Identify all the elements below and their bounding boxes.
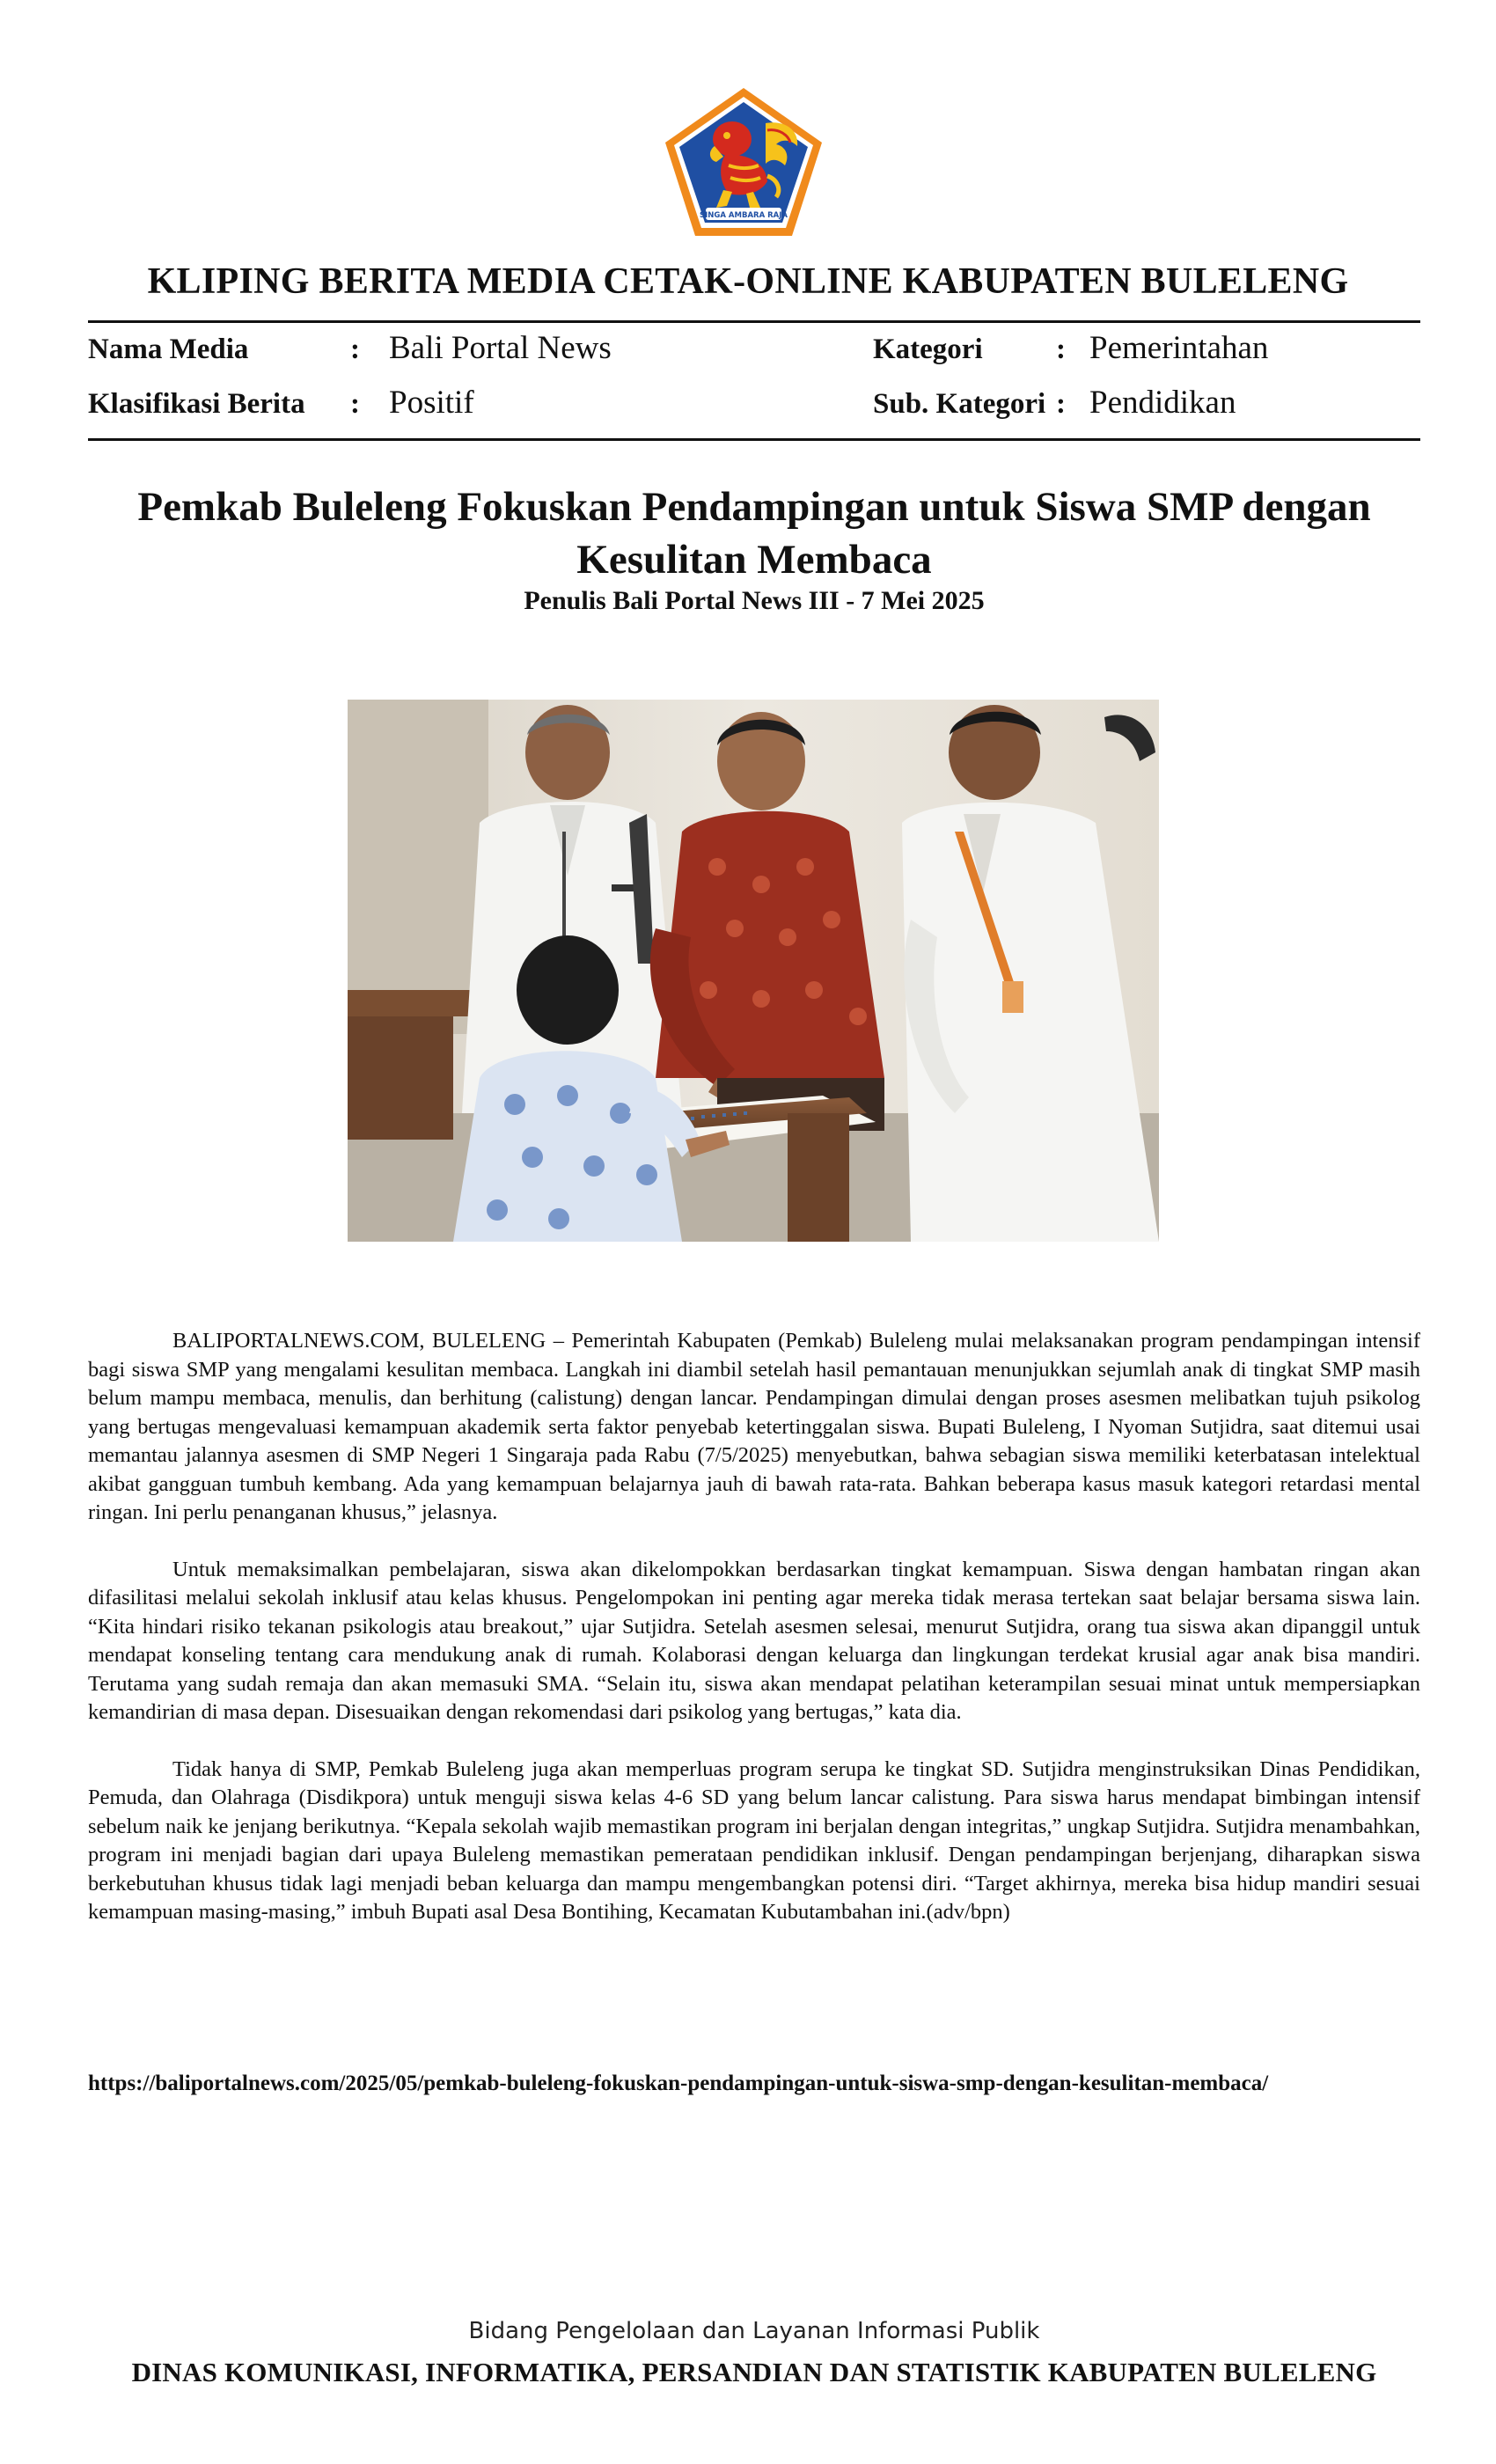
subcategory-separator: : xyxy=(1056,388,1066,420)
category-label: Kategori xyxy=(873,334,983,365)
article-byline: Penulis Bali Portal News III - 7 Mei 2025 xyxy=(524,586,985,615)
subcategory-value: Pendidikan xyxy=(1089,385,1236,421)
meta-top-rule xyxy=(88,320,1420,323)
article-photo xyxy=(348,700,1159,1242)
photo-back-table xyxy=(348,990,471,1016)
category-separator: : xyxy=(1056,334,1066,365)
media-name-separator: : xyxy=(350,334,360,365)
article-source-link[interactable]: https://baliportalnews.com/2025/05/pemkab-buleleng-fokuskan-pendampingan-untuk-siswa-smp-dengan-kesulitan-membaca/ xyxy=(88,2072,1269,2095)
article-title-line-1: Pemkab Buleleng Fokuskan Pendampingan untuk Siswa SMP dengan xyxy=(137,484,1371,530)
article-body xyxy=(88,1327,1420,1955)
article-title xyxy=(88,480,1420,586)
article-paragraph-1: BALIPORTALNEWS.COM, BULELENG – Pemerintah Kabupaten (Pemkab) Buleleng mulai melaksanakan program pendampingan intensif bagi siswa SMP yang mengalami kesulitan membaca. Langkah ini diambil setelah hasil pemantauan menunjukkan sejumlah anak di tingkat SMP masih belum mampu membaca, menulis, dan berhitung (calistung) dengan lancar. Pendampingan dimulai dengan proses asesmen melibatkan tujuh psikolog yang bertugas mengevaluasi kemampuan akademik serta faktor penyebab ketertinggalan siswa. Bupati Buleleng, I Nyoman Sutjidra, saat ditemui usai memantau jalannya asesmen di SMP Negeri 1 Singaraja pada Rabu (7/5/2025) menyebutkan, bahwa sebagian siswa memiliki keterbatasan intelektual akibat gangguan tumbuh kembang. Ada yang kemampuan belajarnya jauh di bawah rata-rata. Bahkan beberapa kasus masuk kategori retardasi mental ringan. Ini perlu penanganan khusus,” jelasnya. xyxy=(88,1329,1420,1524)
classification-separator: : xyxy=(350,388,360,420)
document-heading: KLIPING BERITA MEDIA CETAK-ONLINE KABUPATEN BULELENG xyxy=(147,261,1349,302)
subcategory-label: Sub. Kategori xyxy=(873,388,1046,420)
emblem-motto-text: SINGA AMBARA RAJA xyxy=(700,211,788,220)
photo-wall-shadow xyxy=(348,700,488,1034)
meta-bottom-rule xyxy=(88,438,1420,441)
classification-label: Klasifikasi Berita xyxy=(88,388,305,420)
article-paragraph-3: Tidak hanya di SMP, Pemkab Buleleng juga akan memperluas program serupa ke tingkat SD. Sutjidra menginstruksikan Dinas Pendidikan, Pemuda, dan Olahraga (Disdikpora) untuk menguji siswa kelas 4-6 SD yang belum lancar calistung. Para siswa harus mendapat bimbingan intensif sebelum naik ke jenjang berikutnya. “Kepala sekolah wajib memastikan program ini berjalan dengan integritas,” ungkap Sutjidra. Sutjidra menambahkan, program ini menjadi bagian dari upaya Buleleng memastikan pemerataan pendidikan inklusif. Dengan pendampingan berjenjang, diharapkan siswa berkebutuhan khusus tidak lagi menjadi beban keluarga dan mampu mengembangkan potensi diri. “Target akhirnya, mereka bisa hidup mandiri sesuai kemampuan masing-masing,” imbuh Bupati asal Desa Bontihing, Kecamatan Kubutambahan ini.(adv/bpn) xyxy=(88,1756,1420,1924)
buleleng-emblem-logo xyxy=(662,84,825,239)
photo-back-table-side xyxy=(348,1016,453,1140)
article-paragraph-2: Untuk memaksimalkan pembelajaran, siswa akan dikelompokkan berdasarkan tingkat kemampuan. Siswa dengan hambatan ringan akan difasilitasi melalui sekolah inklusif atau kelas khusus. Pengelompokan ini penting agar mereka tidak merasa tertekan saat belajar bersama siswa lain. “Kita hindari risiko tekanan psikologis atau breakout,” ujar Sutjidra. Setelah asesmen selesai, menurut Sutjidra, orang tua siswa akan dipanggil untuk mendapat konseling tentang cara mendukung anak di rumah. Kolaborasi dengan keluarga dan lingkungan terdekat krusial agar anak bisa mandiri. Terutama yang sudah remaja dan akan memasuki SMA. “Selain itu, siswa akan mendapat pelatihan keterampilan sesuai minat untuk mempersiapkan kemandirian di masa depan. Disesuaikan dengan rekomendasi dari psikolog yang bertugas,” kata dia. xyxy=(88,1557,1420,1724)
footer-agency: DINAS KOMUNIKASI, INFORMATIKA, PERSANDIAN DAN STATISTIK KABUPATEN BULELENG xyxy=(131,2357,1377,2387)
classification-value: Positif xyxy=(389,385,474,421)
footer-division: Bidang Pengelolaan dan Layanan Informasi Publik xyxy=(468,2318,1040,2344)
media-name-label: Nama Media xyxy=(88,334,249,365)
media-name-value: Bali Portal News xyxy=(389,330,612,366)
category-value: Pemerintahan xyxy=(1089,330,1269,366)
article-title-line-2: Kesulitan Membaca xyxy=(576,537,932,583)
